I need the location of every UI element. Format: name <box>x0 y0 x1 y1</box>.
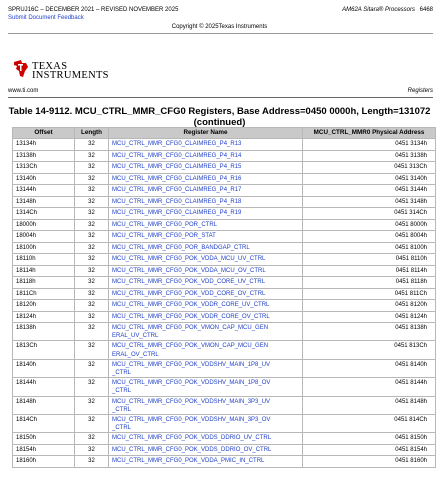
register-name-link[interactable] <box>109 288 303 300</box>
table-row <box>13 311 436 323</box>
offset-cell: 1314Ch <box>13 208 75 220</box>
table-row <box>13 433 436 445</box>
register-name-link[interactable] <box>109 242 303 254</box>
register-name-line: MCU_CTRL_MMR_CFG0_POK_VMON_CAP_MCU_GEN <box>112 343 269 350</box>
register-name-line: MCU_CTRL_MMR_CFG0_POK_VDDS_DDRIO_OV_CTRL <box>112 446 272 453</box>
physical-address-cell: 0451 8160h <box>303 456 436 468</box>
column-header-register-name: Register Name <box>109 128 303 139</box>
length-cell: 32 <box>75 150 109 162</box>
table-row <box>13 415 436 433</box>
table-row <box>13 219 436 231</box>
offset-cell: 18000h <box>13 219 75 231</box>
register-name-line: MCU_CTRL_MMR_CFG0_POK_VDDS_DDRIO_UV_CTRL <box>112 435 272 442</box>
length-cell: 32 <box>75 300 109 312</box>
length-cell: 32 <box>75 173 109 185</box>
ti-logo-icon <box>12 59 30 79</box>
register-name-line: MCU_CTRL_MMR_CFG0_CLAIMREG_P4_R15 <box>112 164 242 170</box>
logo-text-line1: TEXAS <box>32 61 68 72</box>
offset-cell: 13140h <box>13 173 75 185</box>
offset-cell: 1813Ch <box>13 341 75 359</box>
length-cell: 32 <box>75 242 109 254</box>
register-name-link[interactable] <box>109 150 303 162</box>
table-row <box>13 456 436 468</box>
register-name-line: MCU_CTRL_MMR_CFG0_POK_VDDA_MCU_OV_CTRL <box>112 267 266 274</box>
register-name-line: MCU_CTRL_MMR_CFG0_CLAIMREG_P4_R13 <box>112 141 242 147</box>
table-row <box>13 185 436 197</box>
offset-cell: 18154h <box>13 444 75 456</box>
subheader-divider <box>8 97 433 98</box>
table-row <box>13 396 436 414</box>
physical-address-cell: 0451 8000h <box>303 219 436 231</box>
offset-cell: 18124h <box>13 311 75 323</box>
offset-cell: 18004h <box>13 231 75 243</box>
table-row <box>13 173 436 185</box>
offset-cell: 18120h <box>13 300 75 312</box>
copyright-notice: Copyright © 2025Texas Instruments <box>171 24 268 30</box>
table-row <box>13 254 436 266</box>
physical-address-cell: 0451 3140h <box>303 173 436 185</box>
register-name-link[interactable] <box>109 433 303 445</box>
section-name: Registers <box>407 88 433 94</box>
length-cell: 32 <box>75 185 109 197</box>
register-name-link[interactable] <box>109 162 303 174</box>
table-row <box>13 150 436 162</box>
table-title-continued: (continued) <box>193 117 246 128</box>
offset-cell: 18110h <box>13 254 75 266</box>
physical-address-cell: 0451 3134h <box>303 139 436 151</box>
register-name-line: MCU_CTRL_MMR_CFG0_POK_VDDSHV_MAIN_1P8_UV <box>112 361 271 368</box>
register-name-line: MCU_CTRL_MMR_CFG0_POK_VDDA_PMIC_IN_CTRL <box>112 458 265 465</box>
register-name-line: MCU_CTRL_MMR_CFG0_CLAIMREG_P4_R18 <box>112 198 242 205</box>
register-name-line: MCU_CTRL_MMR_CFG0_POK_VDDA_MCU_UV_CTRL <box>112 256 266 262</box>
physical-address-cell: 0451 813Ch <box>303 341 436 359</box>
submit-feedback-link[interactable]: Submit Document Feedback <box>8 14 84 21</box>
length-cell: 32 <box>75 311 109 323</box>
physical-address-cell: 0451 8144h <box>303 378 436 396</box>
offset-cell: 18140h <box>13 359 75 377</box>
register-name-line: MCU_CTRL_MMR_CFG0_POK_VDDSHV_MAIN_1P8_OV <box>112 380 271 387</box>
register-name-link[interactable] <box>109 219 303 231</box>
length-cell: 32 <box>75 456 109 468</box>
length-cell: 32 <box>75 433 109 445</box>
register-name-line: MCU_CTRL_MMR_CFG0_POK_VDDSHV_MAIN_3P3_OV <box>112 417 271 424</box>
offset-cell: 18138h <box>13 323 75 341</box>
document-id: SPRUJ16C – DECEMBER 2021 – REVISED NOVEMBER 2025 <box>8 7 179 13</box>
offset-cell: 18114h <box>13 265 75 277</box>
table-row <box>13 300 436 312</box>
register-name-link[interactable] <box>109 341 303 359</box>
offset-cell: 18144h <box>13 378 75 396</box>
length-cell: 32 <box>75 219 109 231</box>
offset-cell: 13148h <box>13 196 75 208</box>
register-name-link[interactable] <box>109 173 303 185</box>
table-row <box>13 162 436 174</box>
table-row <box>13 341 436 359</box>
length-cell: 32 <box>75 208 109 220</box>
length-cell: 32 <box>75 265 109 277</box>
register-name-link[interactable] <box>109 456 303 468</box>
table-row <box>13 277 436 289</box>
offset-cell: 1814Ch <box>13 415 75 433</box>
register-name-line: MCU_CTRL_MMR_CFG0_POK_VMON_CAP_MCU_GEN <box>112 325 269 331</box>
length-cell: 32 <box>75 254 109 266</box>
register-name-link[interactable] <box>109 444 303 456</box>
table-row <box>13 323 436 341</box>
offset-cell: 13134h <box>13 139 75 151</box>
physical-address-cell: 0451 8110h <box>303 254 436 266</box>
register-name-link[interactable] <box>109 415 303 433</box>
register-name-link[interactable] <box>109 231 303 243</box>
length-cell: 32 <box>75 231 109 243</box>
length-cell: 32 <box>75 341 109 359</box>
table-row <box>13 378 436 396</box>
physical-address-cell: 0451 8100h <box>303 242 436 254</box>
physical-address-cell: 0451 814Ch <box>303 415 436 433</box>
physical-address-cell: 0451 3148h <box>303 196 436 208</box>
column-header-physical-address: MCU_CTRL_MMR0 Physical Address <box>303 128 436 139</box>
length-cell: 32 <box>75 378 109 396</box>
offset-cell: 1313Ch <box>13 162 75 174</box>
register-name-line: MCU_CTRL_MMR_CFG0_POK_VDDSHV_MAIN_3P3_UV <box>112 398 271 405</box>
table-row <box>13 208 436 220</box>
register-name-link[interactable] <box>109 208 303 220</box>
register-name-link[interactable] <box>109 378 303 396</box>
register-name-line: MCU_CTRL_MMR_CFG0_POR_CTRL <box>112 221 218 228</box>
physical-address-cell: 0451 8120h <box>303 300 436 312</box>
offset-cell: 13138h <box>13 150 75 162</box>
register-name-line: MCU_CTRL_MMR_CFG0_POK_VDD_CORE_UV_CTRL <box>112 279 266 285</box>
column-header-offset: Offset <box>13 128 75 139</box>
physical-address-cell: 0451 313Ch <box>303 162 436 174</box>
length-cell: 32 <box>75 162 109 174</box>
register-name-line: _CTRL <box>112 406 132 413</box>
register-name-link[interactable] <box>109 185 303 197</box>
physical-address-cell: 0451 8140h <box>303 359 436 377</box>
column-header-length: Length <box>75 128 109 139</box>
length-cell: 32 <box>75 359 109 377</box>
offset-cell: 18160h <box>13 456 75 468</box>
register-name-line: _CTRL <box>112 425 132 432</box>
document-header-left <box>8 7 178 22</box>
physical-address-cell: 0451 314Ch <box>303 208 436 220</box>
table-row <box>13 359 436 377</box>
length-cell: 32 <box>75 415 109 433</box>
length-cell: 32 <box>75 139 109 151</box>
ti-logo <box>12 59 109 81</box>
table-row <box>13 242 436 254</box>
register-name-link[interactable] <box>109 139 303 151</box>
register-name-link[interactable] <box>109 300 303 312</box>
header-divider <box>8 33 433 34</box>
register-name-link[interactable] <box>109 396 303 414</box>
length-cell: 32 <box>75 323 109 341</box>
register-name-link[interactable] <box>109 196 303 208</box>
register-name-line: _CTRL <box>112 370 132 377</box>
register-name-line: MCU_CTRL_MMR_CFG0_POR_STAT <box>112 233 216 239</box>
table-row <box>13 139 436 151</box>
register-name-line: MCU_CTRL_MMR_CFG0_POK_VDD_CORE_OV_CTRL <box>112 290 266 297</box>
offset-cell: 13144h <box>13 185 75 197</box>
table-row <box>13 265 436 277</box>
register-table <box>12 127 436 468</box>
physical-address-cell: 0451 8118h <box>303 277 436 289</box>
register-name-link[interactable] <box>109 359 303 377</box>
register-name-line: ERAL_OV_CTRL <box>112 351 159 358</box>
register-name-line: _CTRL <box>112 388 132 395</box>
product-name: AM62A Sitara® Processors <box>342 7 415 13</box>
offset-cell: 18148h <box>13 396 75 414</box>
offset-cell: 18150h <box>13 433 75 445</box>
register-name-line: MCU_CTRL_MMR_CFG0_CLAIMREG_P4_R16 <box>112 175 242 182</box>
register-name-line: MCU_CTRL_MMR_CFG0_CLAIMREG_P4_R14 <box>112 152 242 159</box>
table-title <box>0 106 439 128</box>
length-cell: 32 <box>75 277 109 289</box>
physical-address-cell: 0451 8114h <box>303 265 436 277</box>
offset-cell: 18118h <box>13 277 75 289</box>
physical-address-cell: 0451 811Ch <box>303 288 436 300</box>
length-cell: 32 <box>75 288 109 300</box>
physical-address-cell: 0451 8138h <box>303 323 436 341</box>
table-row <box>13 288 436 300</box>
table-row <box>13 444 436 456</box>
register-name-line: MCU_CTRL_MMR_CFG0_CLAIMREG_P4_R19 <box>112 210 242 216</box>
physical-address-cell: 0451 3144h <box>303 185 436 197</box>
table-row <box>13 231 436 243</box>
table-row <box>13 196 436 208</box>
physical-address-cell: 0451 8004h <box>303 231 436 243</box>
physical-address-cell: 0451 8154h <box>303 444 436 456</box>
register-name-link[interactable] <box>109 323 303 341</box>
physical-address-cell: 0451 8124h <box>303 311 436 323</box>
length-cell: 32 <box>75 396 109 414</box>
register-name-link[interactable] <box>109 265 303 277</box>
physical-address-cell: 0451 8148h <box>303 396 436 414</box>
register-name-link[interactable] <box>109 311 303 323</box>
register-name-line: MCU_CTRL_MMR_CFG0_POK_VDDR_CORE_OV_CTRL <box>112 313 270 320</box>
page-number: 6468 <box>419 7 433 13</box>
register-name-line: MCU_CTRL_MMR_CFG0_POR_BANDGAP_CTRL <box>112 244 250 251</box>
register-name-line: MCU_CTRL_MMR_CFG0_POK_VDDR_CORE_UV_CTRL <box>112 302 270 308</box>
physical-address-cell: 0451 3138h <box>303 150 436 162</box>
website-url[interactable]: www.ti.com <box>8 88 39 94</box>
register-name-line: ERAL_UV_CTRL <box>112 333 159 340</box>
register-name-link[interactable] <box>109 254 303 266</box>
length-cell: 32 <box>75 196 109 208</box>
physical-address-cell: 0451 8150h <box>303 433 436 445</box>
table-header-row <box>13 128 436 139</box>
offset-cell: 1811Ch <box>13 288 75 300</box>
register-name-link[interactable] <box>109 277 303 289</box>
table-title-line1: Table 14-9112. MCU_CTRL_MMR_CFG0 Registers, Base Address=0450 0000h, Length=131072 <box>8 106 431 117</box>
offset-cell: 18100h <box>13 242 75 254</box>
logo-text-line2: INSTRUMENTS <box>32 70 109 81</box>
length-cell: 32 <box>75 444 109 456</box>
register-name-line: MCU_CTRL_MMR_CFG0_CLAIMREG_P4_R17 <box>112 187 242 193</box>
